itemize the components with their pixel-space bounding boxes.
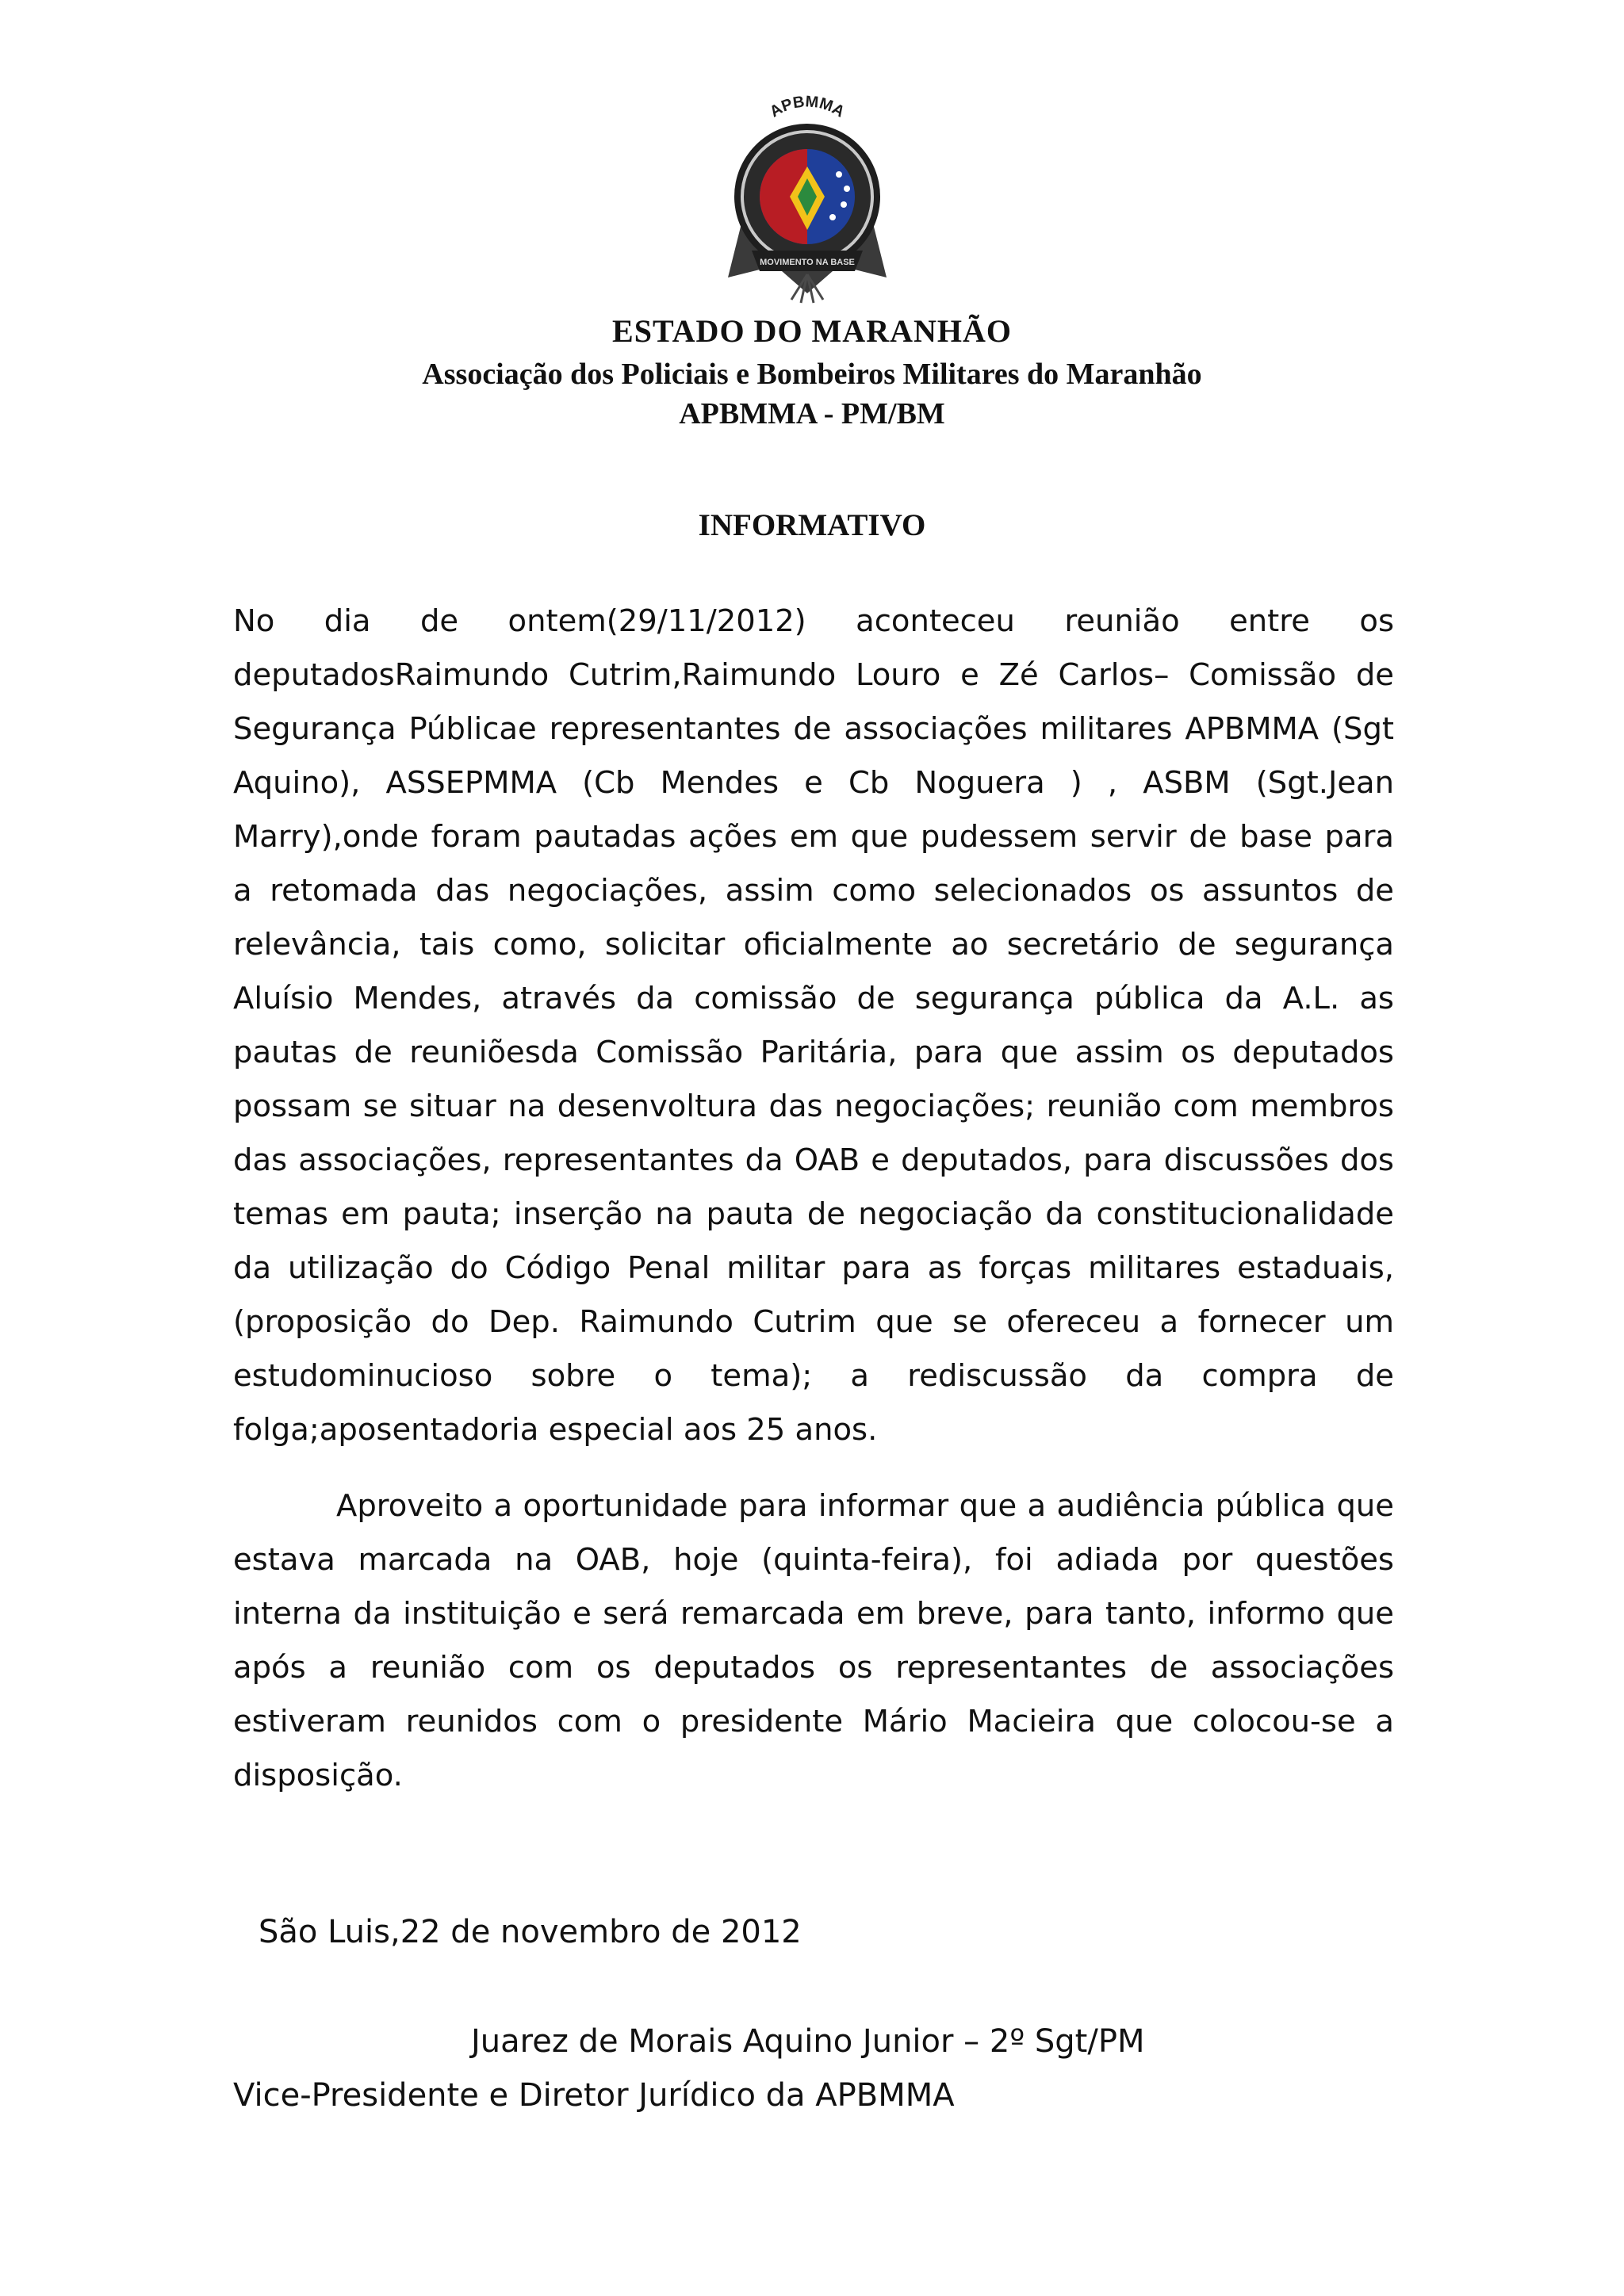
paragraph-meeting-report: No dia de ontem(29/11/2012) aconteceu reunião entre os deputadosRaimundo Cutrim,Raimundo Louro e Zé Carlos– Comissão de Segurança Públicae representantes de associações militares APBMMA (Sgt Aquino), ASSEPMMA (Cb Mendes e Cb Noguera ) , ASBM (Sgt.Jean Marry),onde foram pautadas ações em que pudessem servir de base para a retomada das negociações, assim como selecionados os assuntos de relevância, tais como, solicitar oficialmente ao secretário de segurança Aluísio Mendes, através da comissão de segurança pública da A.L. as pautas de reuniõesda Comissão Paritária, para que assim os deputados possam se situar na desenvoltura das negociações; reunião com membros das associações, representantes da OAB e deputados, para discussões dos temas em pauta; inserção na pauta de negociação da constitucionalidade da utilização do Código Penal militar para as forças militares estaduais, (proposição do Dep. Raimundo Cutrim que se ofereceu a fornecer um estudominucioso sobre o tema); a rediscussão da compra de folga;aposentadoria especial aos 25 anos. (233, 603, 1394, 1448)
document-title: INFORMATIVO (698, 508, 926, 542)
signatory-role: Vice-Presidente e Diretor Jurídico da APBMMA (233, 2077, 955, 2114)
place-date: São Luis,22 de novembro de 2012 (259, 1914, 802, 1950)
header-association: Associação dos Policiais e Bombeiros Militares do Maranhão (422, 358, 1202, 391)
paragraph-hearing-postponed: Aproveito a oportunidade para informar que a audiência pública que estava marcada na OAB, hoje (quinta-feira), foi adiada por questões interna da instituição e será remarcada em breve, para tanto, informo que após a reunião com os deputados os representantes de associações estiveram reunidos com o presidente Mário Macieira que colocou-se a disposição. (233, 1488, 1394, 1793)
svg-text:APBMMA (767, 95, 848, 121)
seal-arc-text: APBMMA (767, 95, 848, 121)
header-state: ESTADO DO MARANHÃO (612, 313, 1012, 349)
header-abbreviation: APBMMA - PM/BM (679, 397, 945, 430)
seal-ribbon-text: MOVIMENTO NA BASE (760, 258, 855, 267)
apbmma-seal-logo (728, 95, 887, 309)
signatory-name: Juarez de Morais Aquino Junior – 2º Sgt/PM (471, 2023, 1145, 2060)
